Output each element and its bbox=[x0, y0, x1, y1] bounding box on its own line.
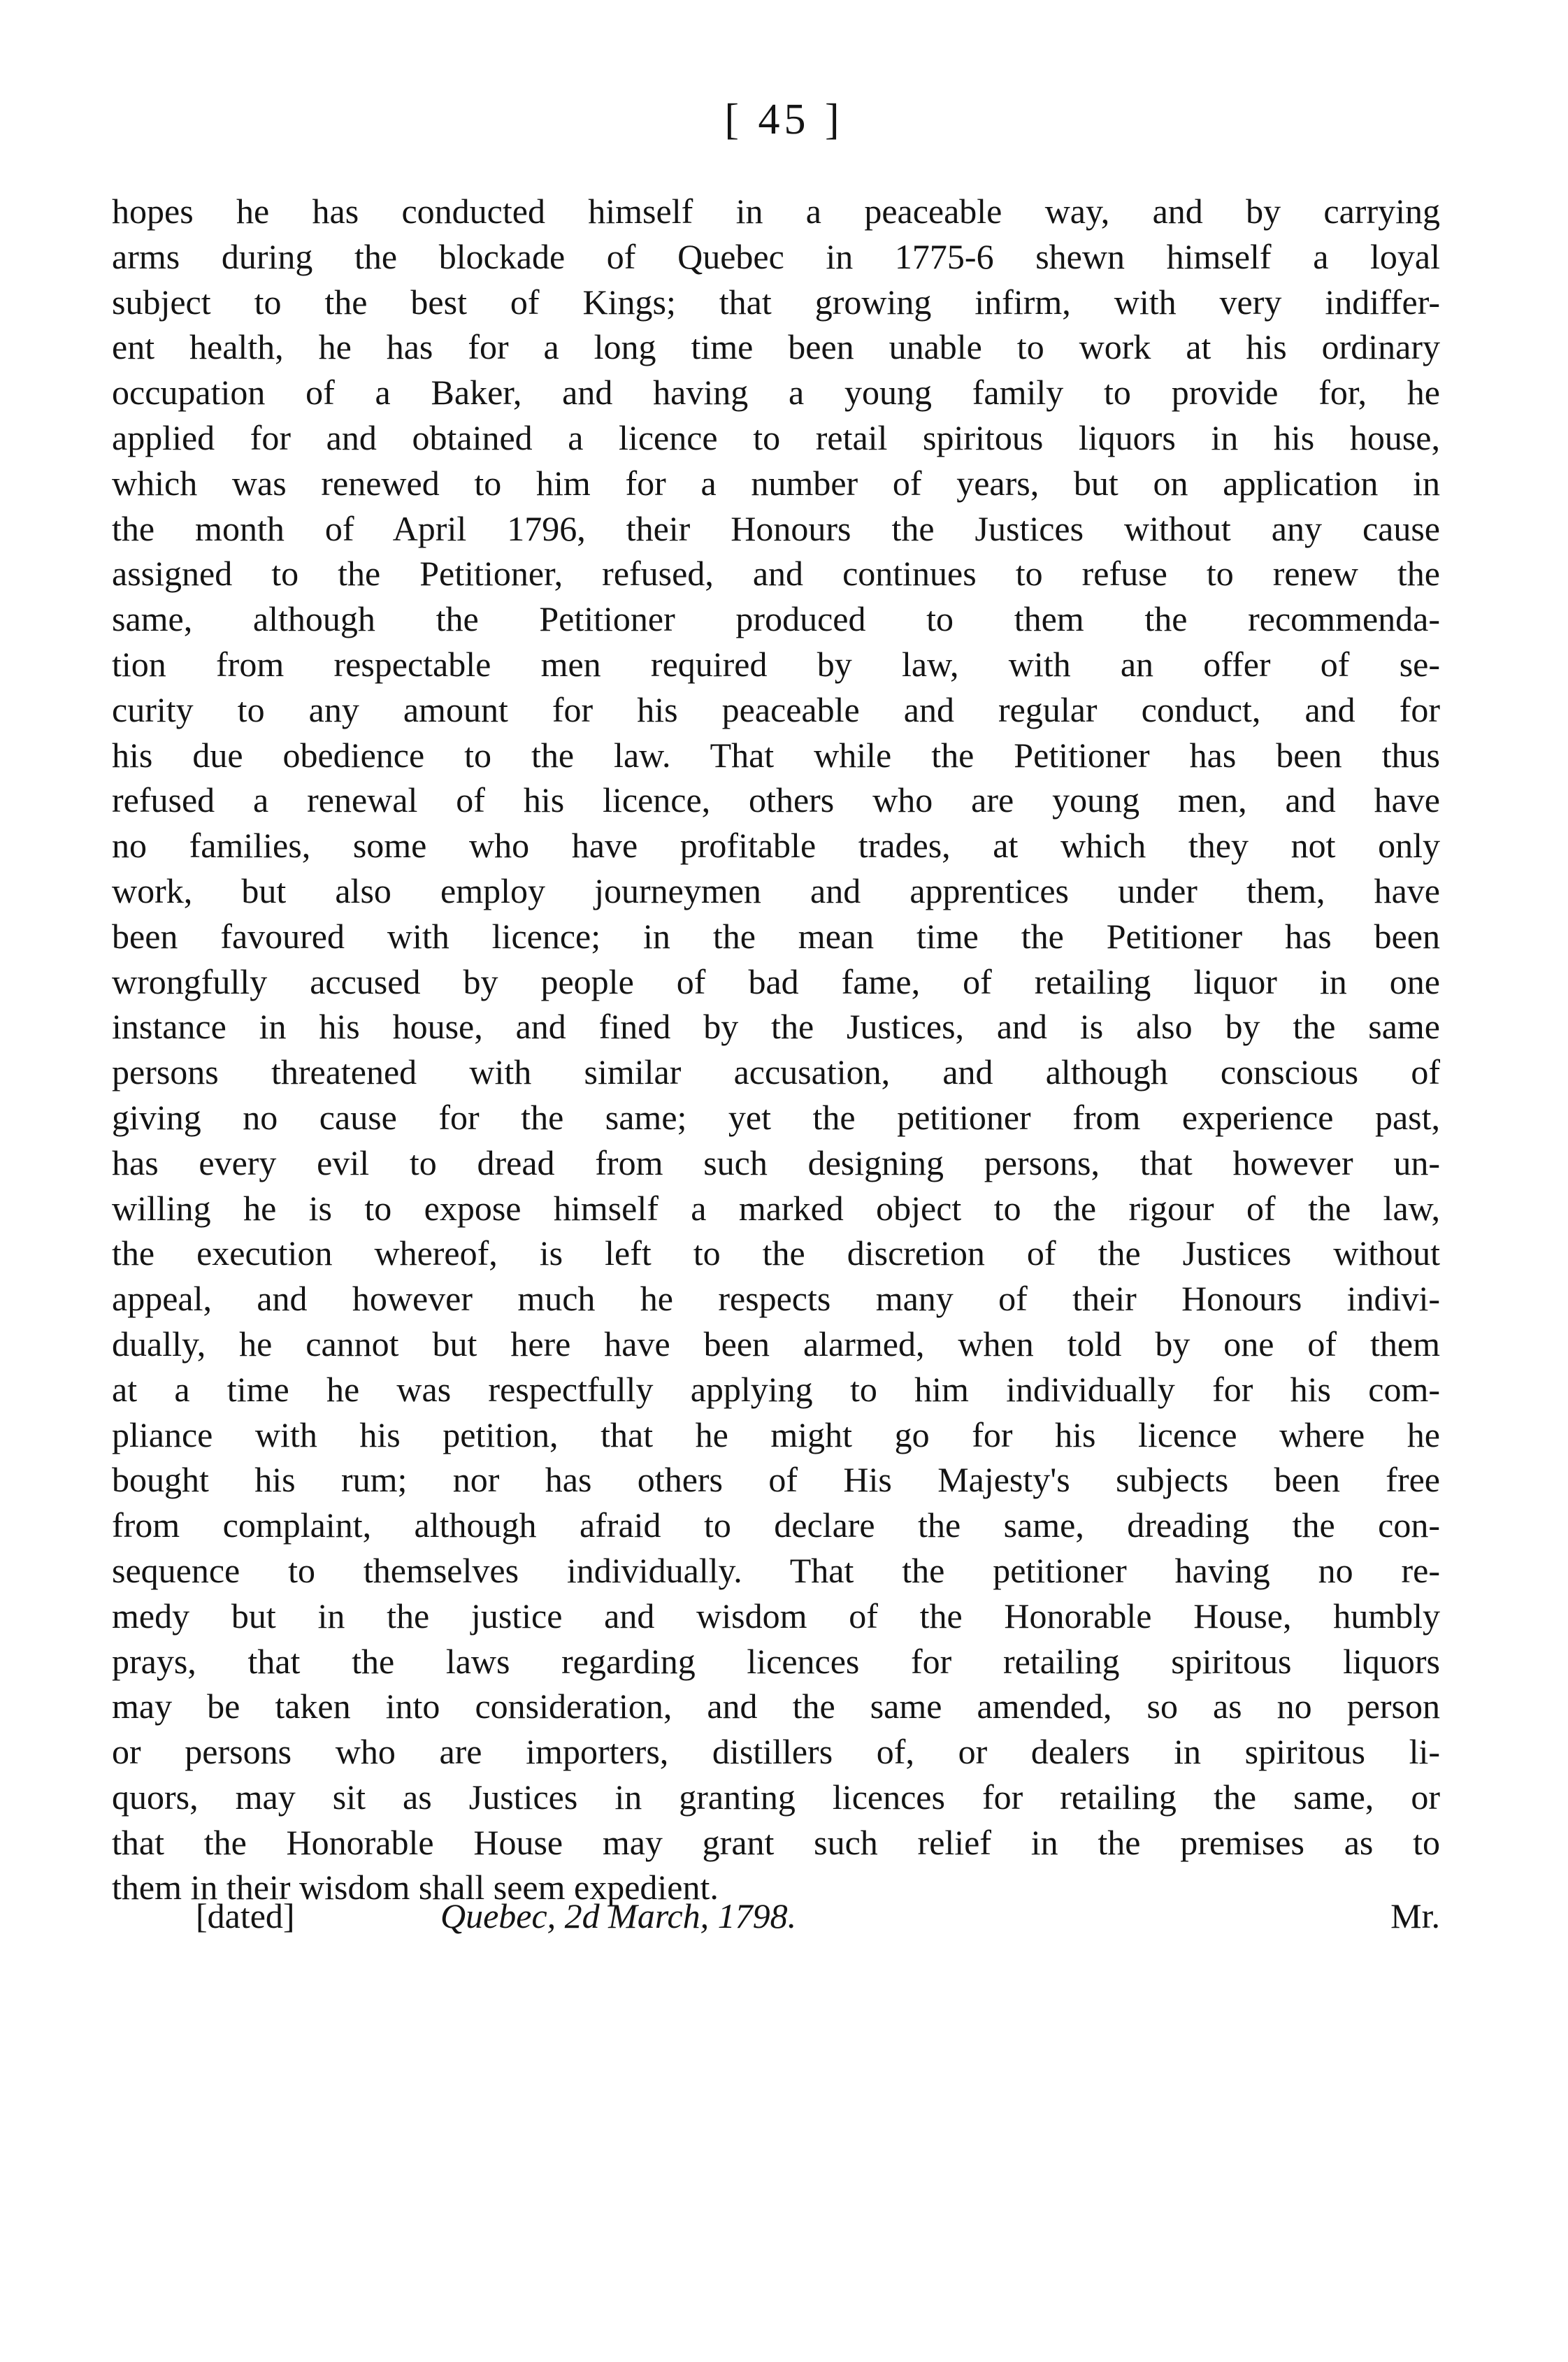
text-line: or persons who are importers, distillers of, or dealers in spiritous li- bbox=[112, 1732, 1440, 1772]
text-line: has every evil to dread from such designing persons, that however un- bbox=[112, 1143, 1440, 1182]
text-line: curity to any amount for his peaceable and regular conduct, and for bbox=[112, 689, 1440, 729]
body-text bbox=[112, 189, 1440, 1910]
text-line: quors, may sit as Justices in granting licences for retailing the same, or bbox=[112, 1777, 1440, 1817]
text-line: work, but also employ journeymen and apprentices under them, have bbox=[112, 871, 1440, 910]
text-line: instance in his house, and fined by the Justices, and is also by the same bbox=[112, 1007, 1440, 1047]
dateline bbox=[112, 1888, 1440, 1944]
text-line: the month of April 1796, their Honours the Justices without any cause bbox=[112, 508, 1440, 548]
text-line: ent health, he has for a long time been unable to work at his ordinary bbox=[112, 327, 1440, 367]
text-line: his due obedience to the law. That while the Petitioner has been thus bbox=[112, 735, 1440, 775]
text-line: assigned to the Petitioner, refused, and continues to refuse to renew the bbox=[112, 554, 1440, 594]
page-number: [ 45 ] bbox=[724, 96, 844, 143]
text-line: sequence to themselves individually. That the petitioner having no re- bbox=[112, 1550, 1440, 1590]
text-line: giving no cause for the same; yet the petitioner from experience past, bbox=[112, 1097, 1440, 1137]
text-line: that the Honorable House may grant such relief in the premises as to bbox=[112, 1822, 1440, 1862]
text-line: no families, some who have profitable trades, at which they not only bbox=[112, 826, 1440, 866]
text-line: may be taken into consideration, and the same amended, so as no person bbox=[112, 1687, 1440, 1726]
text-line: tion from respectable men required by law, with an offer of se- bbox=[112, 644, 1440, 684]
text-line: the execution whereof, is left to the discretion of the Justices without bbox=[112, 1233, 1440, 1273]
text-line: refused a renewal of his licence, others who are young men, and have bbox=[112, 780, 1440, 820]
catchword: Mr. bbox=[1390, 1896, 1440, 1935]
text-line: which was renewed to him for a number of years, but on application in bbox=[112, 463, 1440, 503]
text-line: hopes he has conducted himself in a peaceable way, and by carrying bbox=[112, 192, 1440, 231]
text-line: persons threatened with similar accusation, and although conscious of bbox=[112, 1052, 1440, 1092]
text-line: at a time he was respectfully applying to him individually for his com- bbox=[112, 1369, 1440, 1409]
text-line: appeal, and however much he respects many of their Honours indivi- bbox=[112, 1279, 1440, 1319]
text-line: pliance with his petition, that he might go for his licence where he bbox=[112, 1415, 1440, 1454]
text-line: willing he is to expose himself a marked object to the rigour of the law, bbox=[112, 1188, 1440, 1228]
place-date: Quebec, 2d March, 1798. bbox=[440, 1896, 797, 1935]
text-line: occupation of a Baker, and having a young family to provide for, he bbox=[112, 373, 1440, 413]
text-line: prays, that the laws regarding licences for retailing spiritous liquors bbox=[112, 1641, 1440, 1681]
text-line: same, although the Petitioner produced to them the recommenda- bbox=[112, 599, 1440, 639]
text-line: them in their wisdom shall seem expedient. bbox=[112, 1868, 719, 1908]
text-line: been favoured with licence; in the mean time the Petitioner has been bbox=[112, 916, 1440, 956]
text-line: subject to the best of Kings; that growing infirm, with very indiffer- bbox=[112, 282, 1440, 322]
text-line: bought his rum; nor has others of His Majesty's subjects been free bbox=[112, 1460, 1440, 1500]
text-line: wrongfully accused by people of bad fame, of retailing liquor in one bbox=[112, 961, 1440, 1001]
text-line: arms during the blockade of Quebec in 1775-6 shewn himself a loyal bbox=[112, 236, 1440, 276]
text-line: medy but in the justice and wisdom of the Honorable House, humbly bbox=[112, 1596, 1440, 1635]
text-line: from complaint, although afraid to declare the same, dreading the con- bbox=[112, 1505, 1440, 1545]
dated-label: [dated] bbox=[196, 1896, 295, 1935]
text-line: applied for and obtained a licence to retail spiritous liquors in his house, bbox=[112, 417, 1440, 457]
text-line: dually, he cannot but here have been alarmed, when told by one of them bbox=[112, 1324, 1440, 1363]
